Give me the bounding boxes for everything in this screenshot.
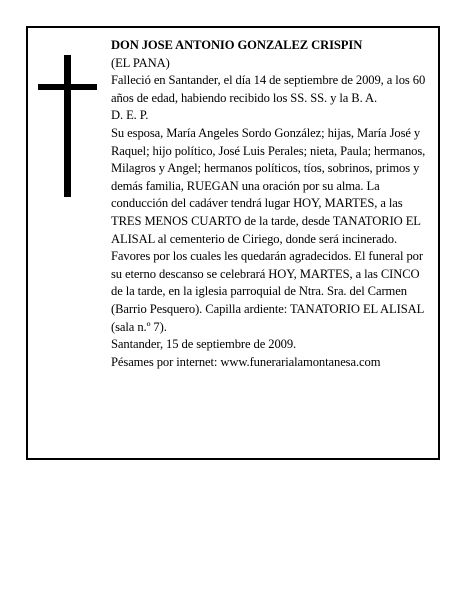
rest-in-peace: D. E. P. [111, 108, 149, 123]
cross-vertical-bar [64, 55, 71, 197]
deceased-name: DON JOSE ANTONIO GONZALEZ CRISPIN [111, 38, 363, 52]
deceased-nickname: (EL PANA) [111, 55, 170, 70]
place-and-date: Santander, 15 de septiembre de 2009. [111, 337, 297, 352]
obituary-text [111, 37, 431, 371]
family-and-service-details: Su esposa, María Angeles Sordo González; hijas, María José y Raquel; hijo político, José Luis Perales; nieta, Paula; hermanos, Milagros y Angel; hermanos políticos, tíos, sobrinos, primos y demás familia, RUEGAN una oración por su alma. La conducción del cadáver tendrá lugar HOY, MARTES, a las TRES MENOS CUARTO de la tarde, desde TANATORIO EL ALISAL al cementerio de Ciriego, donde será incinerado. Favores por los cuales les quedarán agradecidos. El funeral por su eterno descanso se celebrará HOY, MARTES, a las CINCO de la tarde, en la iglesia parroquial de Ntra. Sra. del Carmen (Barrio Pesquero). Capilla ardiente: TANATORIO EL ALISAL (sala n.º 7). [111, 125, 426, 334]
cross-horizontal-bar [38, 84, 97, 90]
condolences-line: Pésames por internet: www.funerarialamontanesa.com [111, 354, 381, 369]
death-statement: Falleció en Santander, el día 14 de septiembre de 2009, a los 60 años de edad, habiendo recibido los SS. SS. y la B. A. [111, 73, 426, 105]
